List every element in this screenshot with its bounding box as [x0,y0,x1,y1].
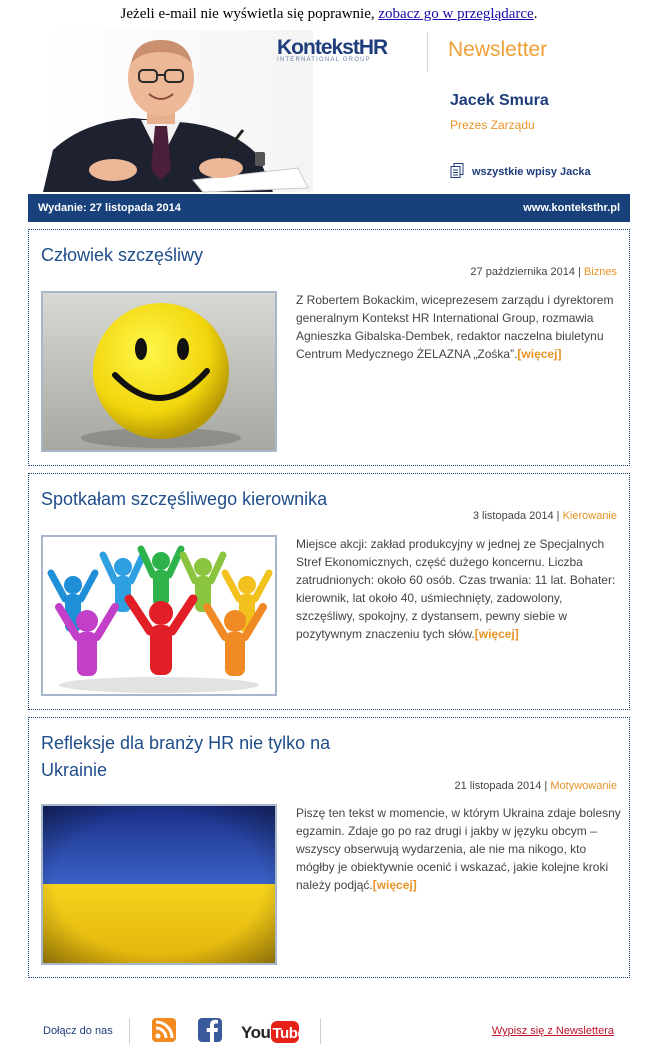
read-more-link[interactable]: [więcej] [372,878,417,892]
brand-hr-text: HR [358,36,388,59]
rss-icon[interactable] [152,1018,176,1047]
author-name: Jacek Smura [450,92,549,109]
view-in-browser-prefix: Jeżeli e-mail nie wyświetla się poprawnie, [120,6,375,22]
article-date: 27 października 2014 [470,266,575,278]
footer-divider [320,1018,321,1044]
article-category[interactable]: Biznes [583,266,617,278]
article-title[interactable]: Spotkałam szczęśliwego kierownika [41,489,328,509]
svg-text:Tube: Tube [272,1025,306,1042]
article-excerpt [296,535,624,643]
article-category[interactable]: Kierowanie [562,510,617,522]
header-divider [427,32,428,72]
documents-icon [450,163,464,181]
newsletter-heading: Newsletter [448,38,548,61]
article-card [28,717,630,978]
smiley-ball-image[interactable] [41,291,277,452]
article-excerpt-text: Piszę ten tekst w momencie, w którym Ukraina zdaje bolesny egzamin. Zdaje go po raz drugi i jakby w języku obcym – wszyscy obserwują wydarzenia, ale nie ma nikogo, kto mógłby je obiektywnie ocenić i wskazać, jakie kolejne kroki należy podjąć. [296,806,621,892]
all-posts-link[interactable] [450,163,591,181]
read-more-link[interactable]: [więcej] [517,347,562,361]
author-role: Prezes Zarządu [450,118,535,132]
colorful-figures-image[interactable] [41,535,277,696]
read-more-link[interactable]: [więcej] [474,627,519,641]
article-title[interactable]: Człowiek szczęśliwy [41,245,204,265]
view-in-browser-suffix: . [533,6,538,22]
article-category[interactable]: Motywowanie [550,780,617,792]
ukraine-flag-image[interactable] [41,804,277,965]
facebook-icon[interactable] [198,1018,222,1047]
youtube-icon[interactable] [241,1020,306,1049]
article-excerpt [296,291,624,363]
view-in-browser-link[interactable]: zobacz go w przeglądarce [378,6,534,22]
article-date: 21 listopada 2014 [454,780,542,792]
article-card [28,229,630,466]
svg-text:You: You [241,1023,271,1042]
footer-divider [129,1018,130,1044]
site-link[interactable]: www.konteksthr.pl [523,202,620,214]
article-meta: 27 października 2014 | Biznes [470,266,617,278]
article-excerpt [296,804,624,894]
article-excerpt-text: Miejsce akcji: zakład produkcyjny w jednej ze Specjalnych Stref Ekonomicznych, część dużego koncernu. Liczba zatrudnionych: około 60 osób. Czas trwania: 11 lat. Bohater: kierownik, lat około 40, uśmiechnięty, zadowolony, szczęśliwy, spokojny, z dystansem, pewny siebie w pozytywnym znaczeniu tych słów. [296,537,616,641]
article-title[interactable]: Refleksje dla branży HR nie tylko na Ukrainie [41,733,331,780]
edition-date: Wydanie: 27 listopada 2014 [38,202,181,214]
view-in-browser-note [0,6,658,23]
join-us-label: Dołącz do nas [43,1025,113,1037]
author-photo [43,30,313,192]
article-card [28,473,630,710]
all-posts-label: wszystkie wpisy Jacka [472,166,591,178]
brand-name-text: Kontekst [277,36,359,59]
article-date: 3 listopada 2014 [472,510,554,522]
unsubscribe-link[interactable]: Wypisz się z Newslettera [491,1025,614,1037]
kontekst-hr-logo [277,36,407,63]
footer [28,1014,630,1048]
article-meta: 3 listopada 2014 | Kierowanie [472,510,617,522]
brand-subtitle: INTERNATIONAL GROUP [277,57,371,63]
edition-bar [28,194,630,222]
article-excerpt-text: Z Robertem Bokackim, wiceprezesem zarządu i dyrektorem generalnym Kontekst HR International Group, rozmawia Agnieszka Gibalska-Dembek, redaktor naczelna biuletynu Centrum Medycznego ŻELAZNA „Zośka”. [296,293,614,361]
article-meta: 21 listopada 2014 | Motywowanie [454,780,617,792]
